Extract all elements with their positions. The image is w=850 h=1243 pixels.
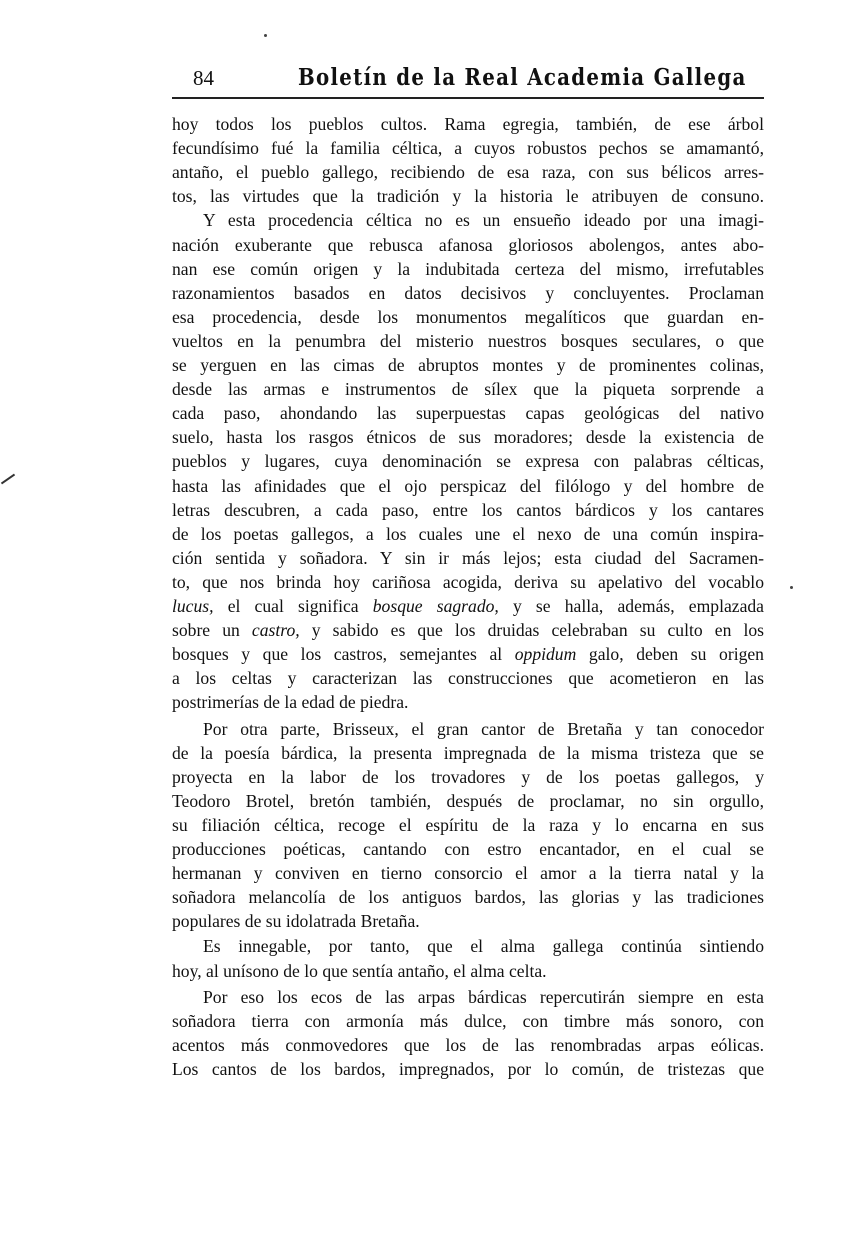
- text-segment: Por otra parte, Brisseux, el gran cantor de Bretaña y tan conocedor: [203, 718, 764, 739]
- text-segment: Teodoro Brotel, bretón también, después de proclamar, no sin orgullo,: [172, 790, 764, 811]
- text-segment: soñadora tierra con armonía más dulce, con timbre más sonoro, con: [172, 1010, 764, 1031]
- running-header-title: Boletín de la Real Academia Gallega: [298, 64, 747, 91]
- text-segment: sobre un: [172, 620, 252, 641]
- text-line: [172, 838, 764, 860]
- text-segment: tos, las virtudes que la tradición y la historia le atribuyen de consuno.: [172, 186, 764, 207]
- text-segment: producciones poéticas, cantando con estro encantador, en el cual se: [172, 839, 764, 859]
- text-segment: to, que nos brinda hoy cariñosa acogida, deriva su apelativo del vocablo: [172, 571, 764, 592]
- text-line: [172, 258, 764, 280]
- text-line: [172, 1034, 764, 1056]
- text-line: [172, 523, 764, 545]
- text-line: [172, 330, 764, 352]
- text-line: [172, 547, 764, 569]
- text-segment: Los cantos de los bardos, impregnados, por lo común, de tristezas que: [172, 1058, 764, 1079]
- text-segment: desde las armas e instrumentos de sílex que la piqueta sorprende a: [172, 379, 764, 400]
- italic-term: oppidum: [514, 644, 577, 665]
- text-segment: suelo, hasta los rasgos étnicos de sus moradores; desde la existencia de: [172, 427, 764, 448]
- text-line: [172, 643, 764, 665]
- text-line: [172, 475, 764, 497]
- text-line: [172, 814, 764, 836]
- text-line: [203, 718, 764, 740]
- text-segment: razonamientos basados en datos decisivos y concluyentes. Proclaman: [172, 282, 764, 303]
- margin-pencil-mark: [1, 474, 15, 485]
- text-segment: ción sentida y soñadora. Y sin ir más lejos; esta ciudad del Sacramen-: [172, 547, 764, 568]
- text-segment: populares de su idolatrada Bretaña.: [172, 911, 420, 932]
- text-line: [172, 378, 764, 400]
- text-segment: esa procedencia, desde los monumentos megalíticos que guardan en-: [172, 306, 764, 327]
- text-segment: galo, deben su origen: [576, 644, 764, 665]
- text-segment: vueltos en la penumbra del misterio nuestros bosques seculares, o que: [172, 330, 764, 351]
- text-segment: se yerguen en las cimas de abruptos montes y de prominentes colinas,: [172, 355, 764, 375]
- italic-term: castro,: [251, 620, 300, 641]
- text-line: [172, 354, 764, 376]
- text-line: [172, 619, 764, 641]
- text-line: [172, 960, 764, 982]
- text-segment: hermanan y conviven en tierno consorcio el amor a la tierra natal y la: [172, 863, 764, 884]
- text-line: [172, 667, 764, 689]
- text-line: [172, 886, 764, 908]
- text-segment: a los celtas y caracterizan las construcciones que acometieron en las: [172, 668, 764, 689]
- text-segment: y se halla, además, emplazada: [498, 596, 764, 616]
- text-line: [172, 137, 764, 159]
- text-line: [172, 691, 764, 713]
- text-segment: cada paso, ahondando las superpuestas capas geológicas del nativo: [172, 403, 764, 424]
- text-line: [172, 910, 764, 932]
- text-line: [172, 766, 764, 788]
- italic-term: lucus,: [172, 596, 214, 616]
- text-segment: hoy, al unísono de lo que sentía antaño, el alma celta.: [172, 960, 547, 981]
- text-line: [172, 402, 764, 424]
- scan-speck: [790, 586, 793, 589]
- text-line: [172, 282, 764, 304]
- text-line: [172, 1010, 764, 1032]
- header-rule: [172, 97, 764, 99]
- italic-term: bosque sagrado,: [372, 596, 499, 616]
- text-segment: proyecta en la labor de los trovadores y de los poetas gallegos, y: [172, 766, 764, 787]
- text-line: [172, 161, 764, 183]
- text-line: [203, 209, 764, 231]
- text-segment: el cual significa: [213, 596, 373, 616]
- text-line: [172, 499, 764, 521]
- text-segment: pueblos y lugares, cuya denominación se expresa con palabras célticas,: [172, 451, 764, 472]
- text-segment: de la poesía bárdica, la presenta impregnada de la misma tristeza que se: [172, 742, 764, 763]
- text-line: [172, 1058, 764, 1080]
- text-line: [172, 790, 764, 812]
- text-line: [172, 185, 764, 207]
- text-segment: postrimerías de la edad de piedra.: [172, 692, 409, 713]
- scan-speck: [264, 34, 267, 37]
- text-segment: hoy todos los pueblos cultos. Rama egregia, también, de ese árbol: [172, 114, 764, 134]
- text-segment: antaño, el pueblo gallego, recibiendo de esa raza, con sus bélicos arres-: [172, 162, 764, 183]
- text-line: [203, 935, 764, 957]
- text-segment: fecundísimo fué la familia céltica, a cuyos robustos pechos se amamantó,: [172, 138, 764, 159]
- text-segment: letras descubren, a cada paso, entre los cantos bárdicos y los cantares: [172, 499, 764, 520]
- text-line: [172, 742, 764, 764]
- text-segment: nación exuberante que rebusca afanosa gloriosos abolengos, antes abo-: [172, 234, 764, 255]
- text-line: [203, 986, 764, 1008]
- text-line: [172, 450, 764, 472]
- text-segment: soñadora melancolía de los antiguos bardos, las glorias y las tradiciones: [172, 887, 764, 908]
- text-line: [172, 426, 764, 448]
- text-segment: de los poetas gallegos, a los cuales une el nexo de una común inspira-: [172, 523, 764, 544]
- text-line: [172, 595, 764, 617]
- text-line: [172, 113, 764, 135]
- text-segment: y sabido es que los druidas celebraban su culto en los: [299, 620, 765, 641]
- text-line: [172, 306, 764, 328]
- text-segment: hasta las afinidades que el ojo perspicaz del filólogo y del hombre de: [172, 475, 764, 496]
- text-line: [172, 571, 764, 593]
- text-line: [172, 862, 764, 884]
- text-line: [172, 234, 764, 256]
- text-segment: su filiación céltica, recoge el espíritu de la raza y lo encarna en sus: [172, 814, 764, 835]
- text-segment: acentos más conmovedores que los de las renombradas arpas eólicas.: [172, 1034, 764, 1055]
- text-segment: Es innegable, por tanto, que el alma gallega continúa sintiendo: [203, 936, 764, 957]
- text-segment: Por eso los ecos de las arpas bárdicas repercutirán siempre en esta: [203, 986, 764, 1007]
- text-segment: bosques y que los castros, semejantes al: [172, 644, 515, 665]
- text-segment: Y esta procedencia céltica no es un ensueño ideado por una imagi-: [203, 210, 764, 231]
- text-segment: nan ese común origen y la indubitada certeza del mismo, irrefutables: [172, 258, 764, 279]
- page-number: 84: [193, 66, 214, 90]
